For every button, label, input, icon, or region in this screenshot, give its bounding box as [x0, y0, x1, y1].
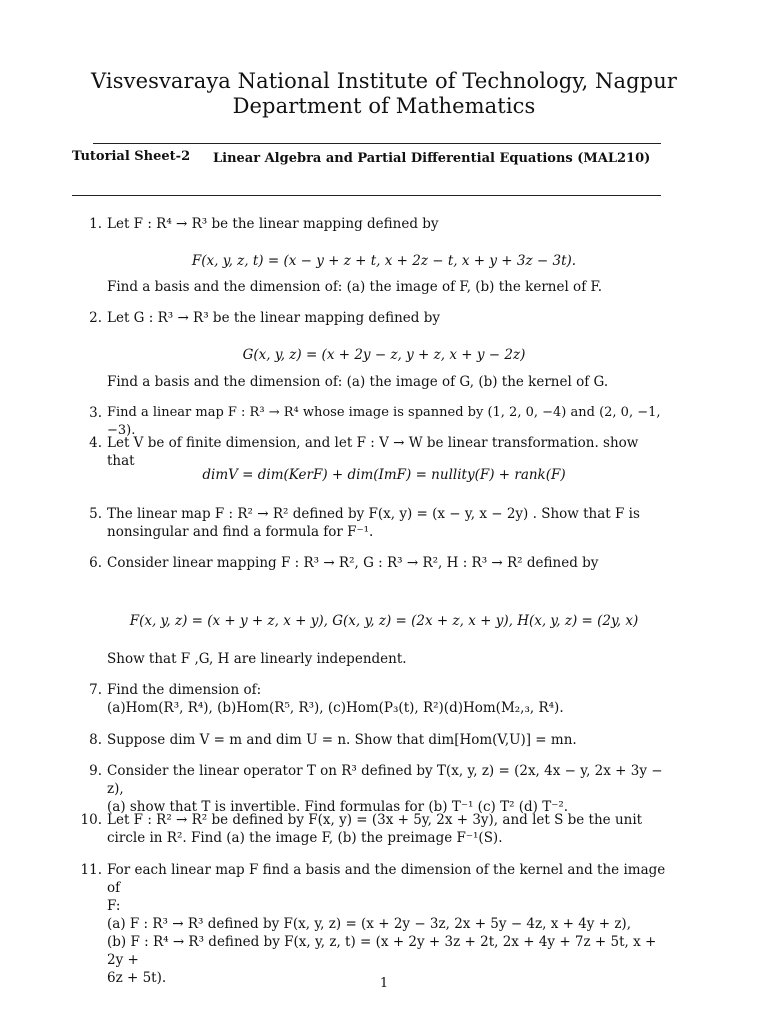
problem-1 — [80, 215, 666, 233]
problem-text-continued: (a) show that T is invertible. Find formulas for (b) T⁻¹ (c) T² (d) T⁻². — [107, 799, 569, 815]
problem-text: Find a basis and the dimension of: (a) the image of F, (b) the kernel of F. — [107, 279, 603, 295]
problem-part-b-continued: 6z + 5t). — [107, 970, 167, 986]
problem-number: 6. — [89, 555, 102, 571]
problem-7 — [80, 681, 666, 717]
header-rule-bottom — [72, 195, 661, 196]
problem-text-continued: F: — [107, 898, 121, 914]
header-rule-top — [93, 143, 661, 144]
problem-text-continued: nonsingular and find a formula for F⁻¹. — [107, 524, 374, 540]
problem-8 — [80, 731, 666, 749]
problem-2-question — [80, 373, 666, 391]
problem-text: Find the dimension of: — [107, 682, 262, 698]
problem-part-b: (b) F : R⁴ → R³ defined by F(x, y, z, t) = (x + 2y + 3z + 2t, 2x + 4y + 7z + 5t, x + 2y + — [107, 934, 657, 968]
problem-5 — [80, 505, 666, 541]
problem-text: Let V be of finite dimension, and let F : V → W be linear transformation. show that — [107, 435, 639, 469]
problem-11 — [80, 861, 666, 987]
department-name: Department of Mathematics — [232, 94, 536, 118]
problem-text: Find a linear map F : R³ → R⁴ whose image is spanned by (1, 2, 0, −4) and (2, 0, −1, −3). — [107, 405, 661, 438]
problem-text: The linear map F : R² → R² defined by F(x, y) = (x − y, x − 2y) . Show that F is — [107, 506, 640, 522]
problem-number: 8. — [89, 732, 102, 748]
problem-number: 2. — [89, 310, 102, 326]
problem-4-equation: dimV = dim(KerF) + dim(ImF) = nullity(F) + rank(F) — [202, 467, 566, 483]
problem-number: 3. — [89, 405, 102, 421]
problem-4 — [80, 434, 666, 470]
problem-9 — [80, 762, 666, 816]
problem-number: 4. — [89, 435, 102, 451]
problem-text: Let G : R³ → R³ be the linear mapping defined by — [107, 310, 440, 326]
problem-1-equation: F(x, y, z, t) = (x − y + z + t, x + 2z − t, x + y + 3z − 3t). — [191, 253, 577, 269]
problem-number: 7. — [89, 682, 102, 698]
problem-text-continued: (a)Hom(R³, R⁴), (b)Hom(R⁵, R³), (c)Hom(P₃(t), R²)(d)Hom(M₂,₃, R⁴). — [107, 700, 564, 716]
problem-text: Consider the linear operator T on R³ defined by T(x, y, z) = (2x, 4x − y, 2x + 3y − z), — [107, 763, 663, 797]
problem-text: Let F : R² → R² be defined by F(x, y) = (3x + 5y, 2x + 3y), and let S be the unit — [107, 812, 643, 828]
problem-2-equation: G(x, y, z) = (x + 2y − z, y + z, x + y − 2z) — [242, 347, 526, 363]
institute-name: Visvesvaraya National Institute of Technology, Nagpur — [91, 69, 677, 93]
problem-number: 11. — [80, 862, 102, 878]
problem-6 — [80, 554, 666, 572]
course-title: Linear Algebra and Partial Differential Equations (MAL210) — [213, 151, 651, 166]
problem-text: Suppose dim V = m and dim U = n. Show that dim[Hom(V,U)] = mn. — [107, 732, 577, 748]
problem-number: 5. — [89, 506, 102, 522]
problem-2 — [80, 309, 666, 327]
sheet-label: Tutorial Sheet-2 — [72, 149, 191, 164]
problem-part-a: (a) F : R³ → R³ defined by F(x, y, z) = (x + 2y − 3z, 2x + 5y − 4z, x + 4y + z), — [107, 916, 631, 932]
problem-text-continued: circle in R². Find (a) the image F, (b) the preimage F⁻¹(S). — [107, 830, 503, 846]
problem-1-question — [80, 278, 666, 296]
problem-10 — [80, 811, 666, 847]
problem-text: Consider linear mapping F : R³ → R², G : R³ → R², H : R³ → R² defined by — [107, 555, 599, 571]
problem-text: Find a basis and the dimension of: (a) the image of G, (b) the kernel of G. — [107, 374, 609, 390]
problem-number: 1. — [89, 216, 102, 232]
problem-number: 10. — [80, 812, 102, 828]
problem-6-question — [80, 650, 666, 668]
problem-text: Let F : R⁴ → R³ be the linear mapping defined by — [107, 216, 439, 232]
problem-text: For each linear map F find a basis and the dimension of the kernel and the image of — [107, 862, 666, 896]
page-number: 1 — [379, 976, 389, 991]
problem-number: 9. — [89, 763, 102, 779]
problem-6-equations: F(x, y, z) = (x + y + z, x + y), G(x, y, z) = (2x + z, x + y), H(x, y, z) = (2y, x) — [129, 613, 639, 629]
problem-text: Show that F ,G, H are linearly independent. — [107, 651, 407, 667]
